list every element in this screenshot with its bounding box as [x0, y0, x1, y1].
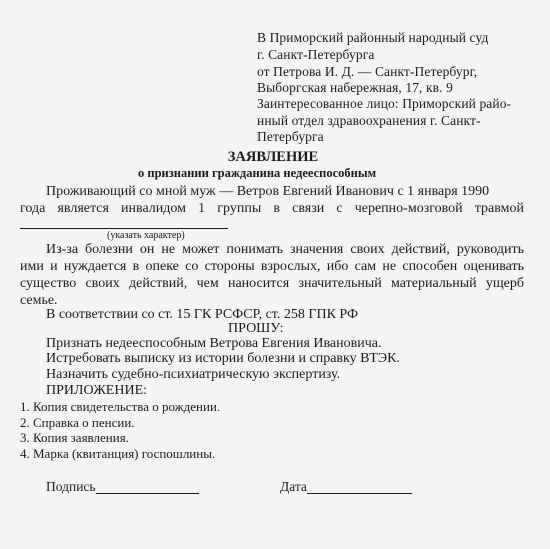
attachment-item: 1. Копия свидетельства о рождении. [20, 399, 221, 414]
request-item: Назначить судебно-психиатрическую экспертизу. [46, 367, 341, 382]
attachment-item: 4. Марка (квитанция) госпошлины. [20, 446, 216, 461]
recipient-line: Петербурга [257, 129, 324, 144]
attachment-item: 2. Справка о пенсии. [20, 415, 135, 430]
signature-label: Подпись [46, 479, 96, 494]
document-subtitle: о признании гражданина недееспособным [138, 166, 377, 180]
attachments-heading: ПРИЛОЖЕНИЕ: [46, 383, 148, 398]
signature-field [46, 480, 199, 494]
recipient-line: В Приморский районный народный суд [257, 30, 489, 45]
paragraph-line: семье. [20, 293, 58, 308]
signature-line [96, 481, 199, 494]
trauma-blank-line [20, 218, 228, 229]
paragraph-line: существо своих действий, чем наносится значительный материальный ущерб [20, 276, 524, 291]
date-line [307, 481, 412, 494]
trauma-hint-label: (указать характер) [107, 230, 185, 241]
document-title [0, 150, 550, 165]
recipient-line: нный отдел здравоохранения г. Санкт- [257, 113, 481, 128]
request-heading: ПРОШУ: [228, 321, 284, 336]
request-item: Истребовать выписку из истории болезни и справку ВТЭК. [46, 351, 400, 366]
attachment-item: 3. Копия заявления. [20, 430, 129, 445]
date-label: Дата [280, 479, 307, 494]
paragraph-line: года является инвалидом 1 группы в связи с черепно-мозговой травмой [20, 201, 524, 216]
recipient-line: от Петрова И. Д. — Санкт-Петербург, [257, 64, 478, 79]
paragraph-line: Проживающий со мной муж — Ветров Евгений Иванович с 1 января 1990 [46, 184, 490, 199]
date-field [280, 480, 412, 494]
request-item: Признать недееспособным Ветрова Евгения Ивановича. [46, 336, 382, 351]
recipient-line: г. Санкт-Петербурга [257, 47, 375, 62]
recipient-line: Заинтересованное лицо: Приморский райо- [257, 96, 512, 111]
legal-basis-line: В соответствии со ст. 15 ГК РСФСР, ст. 258 ГПК РФ [46, 307, 359, 322]
document-title-text: ЗАЯВЛЕНИЕ [227, 149, 319, 165]
paragraph-line: Из-за болезни он не может понимать значения своих действий, руководить [46, 242, 524, 257]
paragraph-line: ими и нуждается в опеке со стороны взрослых, ибо сам не способен оценивать [20, 259, 524, 274]
recipient-line: Выборгская набережная, 17, кв. 9 [257, 80, 453, 95]
